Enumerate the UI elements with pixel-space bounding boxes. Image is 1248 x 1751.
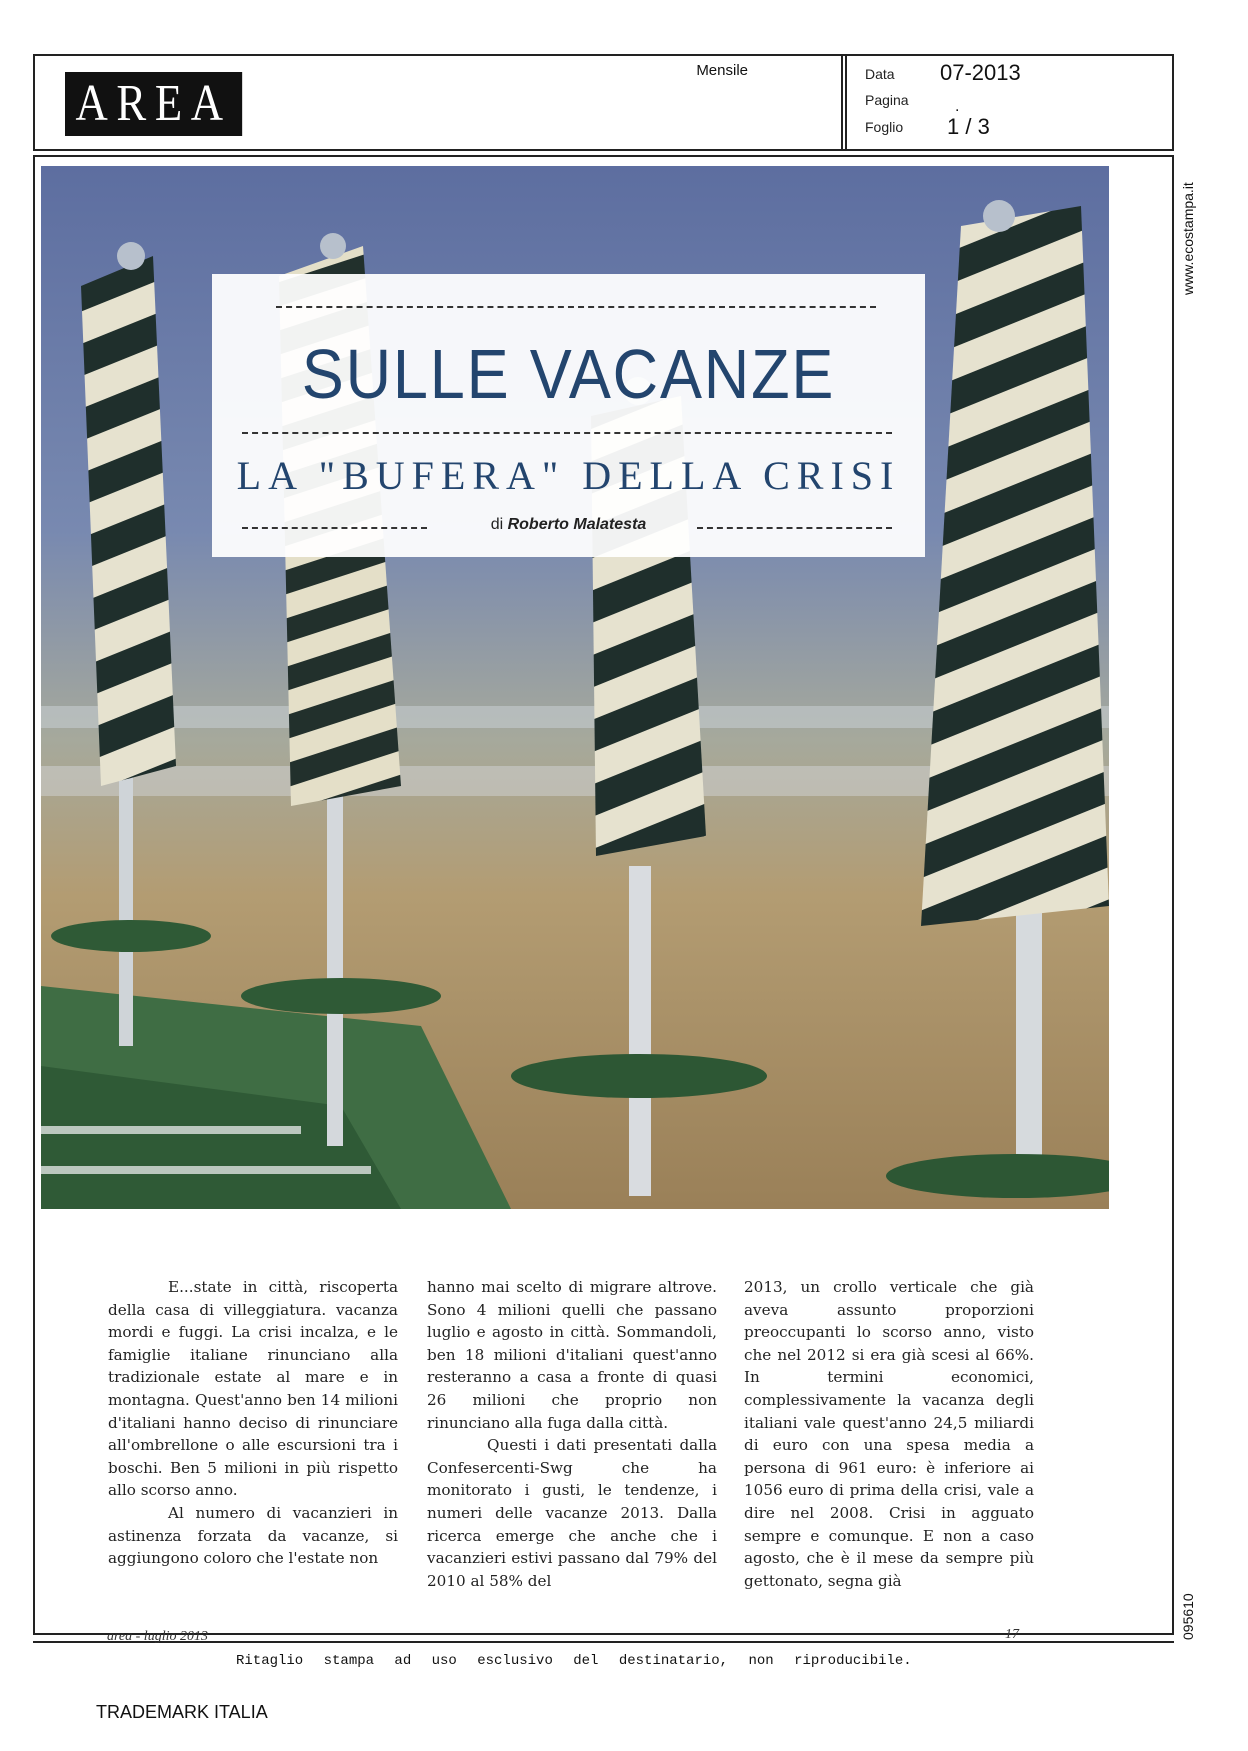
title-box	[212, 274, 925, 557]
author-name: Roberto Malatesta	[507, 516, 647, 533]
article-column-1	[108, 1276, 398, 1570]
article-column-2	[427, 1276, 717, 1592]
byline	[212, 516, 925, 534]
pagina-value: .	[955, 98, 960, 115]
paragraph: Al numero di vacanzieri in astinenza forzata da vacanze, si aggiungono coloro che l'estate non	[108, 1503, 398, 1568]
paragraph: E...state in città, riscoperta della casa di villeggiatura. vacanza mordi e fuggi. La crisi incalza, e le famiglie italiane rinunciano alla tradizionale estate al mare e in montagna. Quest'anno ben 14 milioni d'italiani hanno deciso di rinunciare all'ombrellone o alle escursioni tra i boschi. Ben 5 milioni in più rispetto allo scorso anno.	[108, 1278, 398, 1500]
pagina-label: Pagina	[865, 92, 909, 108]
paragraph: 2013, un crollo verticale che già aveva assunto proporzioni preoccupanti lo scorso anno, visto che nel 2012 si era già scesi al 66%. In termini economici, complessivamente la vacanza degli italiani vale quest'anno 24,5 miliardi di euro con una spesa media a persona di 961 euro: è inferiore ai 1056 euro di prima della crisi, vale a dire nel 2008. Crisi in agguato sempre e comunque. E non a caso agosto, che è il mese da sempre più gettonato, segna già	[744, 1278, 1034, 1590]
article-column-3	[744, 1276, 1034, 1592]
clipping-code: 095610	[1180, 1593, 1196, 1640]
page-number: 17	[1005, 1627, 1019, 1642]
header-divider	[841, 56, 847, 149]
source-url: www.ecostampa.it	[1180, 182, 1196, 295]
publication-logo: AREA	[65, 72, 242, 136]
data-label: Data	[865, 66, 895, 82]
clipping-header	[33, 54, 1174, 151]
trademark-label: TRADEMARK ITALIA	[96, 1702, 268, 1722]
title-dash-top	[276, 306, 876, 308]
issue-footer: area - luglio 2013	[107, 1629, 208, 1644]
byline-dash-right	[697, 527, 892, 529]
frequency-label: Mensile	[696, 62, 748, 79]
article-title: SULLE VACANZE	[301, 335, 836, 413]
article-subtitle: LA "BUFERA" DELLA CRISI	[236, 453, 901, 498]
clipping-notice: Ritaglio stampa ad uso esclusivo del destinatario, non riproducibile.	[236, 1653, 912, 1669]
foglio-value: 1 / 3	[947, 114, 990, 139]
paragraph: hanno mai scelto di migrare altrove. Sono 4 milioni quelli che passano luglio e agosto in città. Sommandoli, ben 18 milioni d'italiani quest'anno resteranno a casa a fronte di quasi 26 milioni che proprio non rinunciano alla fuga dalla città.	[427, 1278, 717, 1432]
byline-prefix: di	[490, 516, 504, 533]
paragraph: Questi i dati presentati dalla Confesercenti-Swg che ha monitorato i gusti, le tendenze, i numeri delle vacanze 2013. Dalla ricerca emerge che anche che i vacanzieri estivi passano dal 79% del 2010 al 58% del	[427, 1436, 717, 1590]
foglio-label: Foglio	[865, 119, 904, 135]
title-dash-middle	[242, 432, 892, 434]
data-value: 07-2013	[940, 60, 1021, 85]
